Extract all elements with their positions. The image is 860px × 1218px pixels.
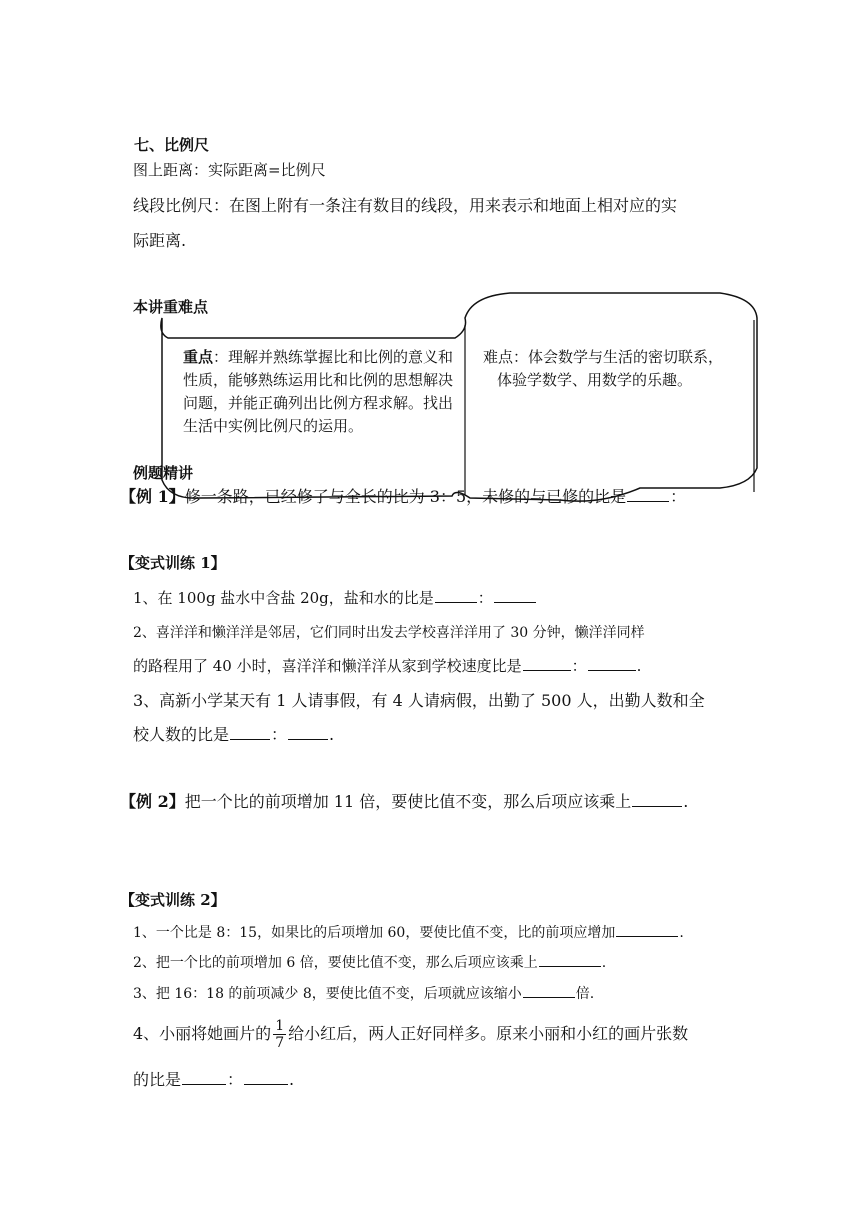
line-scale-text-2: 际距离.: [133, 231, 187, 250]
fraction-denominator: 7: [275, 1035, 285, 1051]
answer-blank[interactable]: [523, 656, 571, 671]
answer-blank[interactable]: [627, 486, 669, 502]
scale-definition: 图上距离：实际距离=比例尺: [133, 161, 326, 179]
example-1-tail: ：: [670, 487, 687, 506]
focus-label: 重点: [183, 348, 214, 366]
practice-2-q4-line-1: [133, 1014, 688, 1054]
practice-2-q4-post: 给小红后，两人正好同样多。原来小丽和小红的画片张数: [288, 1024, 689, 1043]
example-2-label: 【例 2】: [120, 792, 185, 811]
practice-1-heading: 【变式训练 1】: [120, 554, 226, 572]
example-1: [120, 484, 686, 507]
practice-2-q3-tail: 倍.: [575, 986, 595, 1002]
answer-blank[interactable]: [244, 1069, 288, 1085]
example-2-text: 把一个比的前项增加 11 倍，要使比值不变，那么后项应该乘上: [184, 792, 632, 811]
practice-1-q2-line-2: [133, 655, 641, 676]
practice-2-q3-text: 3、把 16：18 的前项减少 8，要使比值不变，后项就应该缩小: [133, 986, 522, 1002]
practice-1-q2-line-1: 2、喜洋洋和懒洋洋是邻居，它们同时出发去学校喜洋洋用了 30 分钟，懒洋洋同样: [133, 625, 645, 641]
practice-1-q3-line-1: 3、高新小学某天有 1 人请事假，有 4 人请病假，出勤了 500 人，出勤人数和全: [133, 691, 705, 710]
practice-1-q3-colon: ：: [271, 725, 288, 744]
practice-1-q1-text: 1、在 100g 盐水中含盐 20g，盐和水的比是: [133, 589, 434, 607]
example-2: [120, 789, 688, 812]
practice-2-q4-tail: .: [289, 1070, 295, 1089]
section-heading: 七、比例尺: [134, 136, 210, 154]
practice-2-q4-text: 的比是: [133, 1070, 182, 1089]
answer-blank[interactable]: [616, 923, 678, 937]
practice-2-q2-tail: .: [601, 955, 607, 971]
focus-text: ：理解并熟练掌握比和比例的意义和性质，能够熟练运用比和比例的思想解决问题，并能正确列出比例方程求解。找出生活中实例比例尺的运用。: [183, 348, 454, 435]
practice-2-q4-line-2: [133, 1067, 294, 1090]
practice-1-q3-tail: .: [329, 725, 335, 744]
practice-2-q1-text: 1、一个比是 8：15，如果比的后项增加 60，要使比值不变，比的前项应增加: [133, 925, 616, 941]
difficulty-line-1: 难点：体会数学与生活的密切联系，: [483, 348, 724, 366]
practice-1-q2-colon: ：: [571, 657, 587, 675]
practice-1-q2-tail: .: [636, 657, 642, 675]
practice-2-q2-text: 2、把一个比的前项增加 6 倍，要使比值不变，那么后项应该乘上: [133, 955, 538, 971]
practice-2-q4-colon: ：: [227, 1070, 244, 1089]
example-2-tail: .: [683, 792, 689, 811]
practice-1-q3-text: 校人数的比是: [133, 725, 230, 744]
practice-2-q3: [133, 983, 594, 1003]
answer-blank[interactable]: [230, 724, 270, 740]
practice-2-heading: 【变式训练 2】: [120, 891, 226, 909]
fraction-numerator: 1: [275, 1018, 285, 1034]
answer-blank[interactable]: [539, 953, 601, 967]
practice-2-q4-pre: 4、小丽将她画片的: [133, 1024, 272, 1043]
answer-blank[interactable]: [632, 791, 682, 807]
focus-block: [183, 346, 463, 438]
answer-blank[interactable]: [494, 588, 536, 603]
answer-blank[interactable]: [523, 984, 575, 998]
answer-blank[interactable]: [288, 724, 328, 740]
key-points-heading: 本讲重难点: [133, 298, 209, 316]
practice-1-q1-colon: ：: [477, 589, 493, 607]
examples-heading: 例题精讲: [133, 464, 194, 482]
difficulty-line-2: 体验学数学、用数学的乐趣。: [497, 371, 693, 389]
line-scale-text-1: 线段比例尺：在图上附有一条注有数目的线段，用来表示和地面上相对应的实: [133, 196, 678, 215]
fraction: [273, 1019, 286, 1050]
example-1-text: 修一条路，已经修了与全长的比为 3：5，未修的与已修的比是: [184, 487, 627, 506]
practice-1-q3-line-2: [133, 722, 334, 745]
answer-blank[interactable]: [435, 588, 477, 603]
answer-blank[interactable]: [588, 656, 636, 671]
practice-2-q1-tail: .: [679, 925, 684, 941]
practice-2-q2: [133, 952, 606, 972]
practice-1-q2-text: 的路程用了 40 小时，喜洋洋和懒洋洋从家到学校速度比是: [133, 657, 522, 675]
example-1-label: 【例 1】: [120, 487, 185, 506]
practice-1-q1: [133, 587, 537, 608]
answer-blank[interactable]: [182, 1069, 226, 1085]
practice-2-q1: [133, 922, 684, 942]
